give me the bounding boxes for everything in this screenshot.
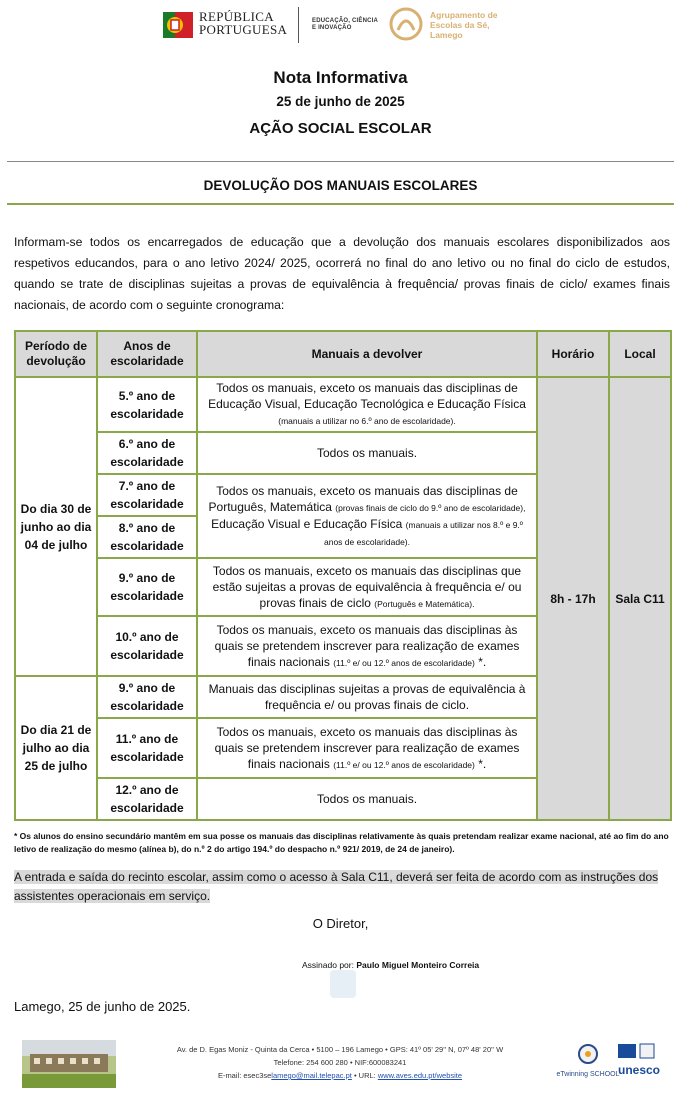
unesco-label: unesco bbox=[617, 1063, 661, 1077]
manuals-cell: Todos os manuais, exceto os manuais das disciplinas às quais se pretendem inscrever para realização de exames finais nacionais (11.º e/ ou 12.º anos de escolaridade) *. bbox=[197, 718, 537, 778]
access-notice: A entrada e saída do recinto escolar, assim como o acesso à Sala C11, deverá ser feita de acordo com as instruções dos assistentes operacionais em serviço. bbox=[14, 870, 659, 903]
signature-stamp-icon bbox=[330, 970, 356, 998]
grade-cell: 7.º ano de escolaridade bbox=[97, 474, 197, 516]
etwinning-label: eTwinning SCHOOL bbox=[556, 1071, 620, 1078]
grade-cell: 12.º ano de escolaridade bbox=[97, 778, 197, 820]
footnote: * Os alunos do ensino secundário mantêm em sua posse os manuais das disciplinas relativamente às quais pretendam realizar exame nacional, até ao fim do ano letivo de realização do mesmo (alínea b), do n.º 2 do artigo 194.º do despacho n.º 921/ 2019, de 24 de janeiro). bbox=[14, 831, 669, 854]
document-title: Nota Informativa bbox=[273, 68, 408, 87]
intro-paragraph: Informam-se todos os encarregados de educação que a devolução dos manuais escolares disponibilizados aos respetivos educandos, para o ano letivo 2024/ 2025, ocorrerá no final do ano letivo ou no final do ciclo de estudos, quando se trate de disciplinas sujeitas a provas de equivalência à frequência/ provas finais de ciclo/ exames finais nacionais, de acordo com o seguinte cronograma: bbox=[14, 235, 670, 312]
footer-address: Av. de D. Egas Moniz - Quinta da Cerca • 5100 – 196 Lamego • GPS: 41º 05' 29'' N, 07º 48' 20'' W Telefone: 254 600 280 • NIF:600083241 E-mail: esec3selamego@mail.telepac.pt • URL: www.aves.edu.pt/website bbox=[176, 1045, 504, 1080]
portugal-emblem-icon bbox=[163, 8, 193, 42]
table-row bbox=[15, 377, 671, 432]
header-periodo: Período de devolução bbox=[15, 331, 97, 377]
period-cell: Do dia 21 de julho ao dia 25 de julho bbox=[15, 676, 97, 820]
header-divider bbox=[298, 7, 299, 43]
section-title: AÇÃO SOCIAL ESCOLAR bbox=[249, 120, 432, 137]
manuals-cell: Todos os manuais. bbox=[197, 432, 537, 474]
manuals-cell: Manuais das disciplinas sujeitas a provas de equivalência à frequência e/ ou provas finais de ciclo. bbox=[197, 676, 537, 718]
manuals-cell: Todos os manuais, exceto os manuais das disciplinas às quais se pretendem inscrever para realização de exames finais nacionais (11.º e/ ou 12.º anos de escolaridade) *. bbox=[197, 616, 537, 676]
manuals-cell: Todos os manuais, exceto os manuais das disciplinas de Português, Matemática (provas finais de ciclo do 9.º ano de escolaridade), Educação Visual e Educação Física (manuais a utilizar nos 8.º e 9.º anos de escolaridade). bbox=[197, 474, 537, 558]
grade-cell: 11.º ano de escolaridade bbox=[97, 718, 197, 778]
header-horario: Horário bbox=[537, 331, 609, 377]
location-cell: Sala C11 bbox=[609, 377, 671, 820]
grade-cell: 6.º ano de escolaridade bbox=[97, 432, 197, 474]
republic-wordmark: REPÚBLICA PORTUGUESA bbox=[199, 9, 288, 37]
divider bbox=[7, 161, 674, 162]
grade-cell: 10.º ano de escolaridade bbox=[97, 616, 197, 676]
grade-cell: 5.º ano de escolaridade bbox=[97, 377, 197, 432]
place-date: Lamego, 25 de junho de 2025. bbox=[14, 999, 191, 1014]
school-logo-icon bbox=[388, 6, 424, 42]
grade-cell: 8.º ano de escolaridade bbox=[97, 516, 197, 558]
manuals-cell: Todos os manuais, exceto os manuais das disciplinas de Educação Visual, Educação Tecnológica e Educação Física (manuais a utilizar no 6.º ano de escolaridade). bbox=[197, 377, 537, 432]
school-name: Agrupamento de Escolas da Sé, Lamego bbox=[430, 10, 498, 40]
website-link[interactable]: www.aves.edu.pt/website bbox=[377, 1071, 463, 1080]
document-date: 25 de junho de 2025 bbox=[276, 94, 405, 109]
school-building-photo bbox=[22, 1040, 116, 1088]
schedule-hours: 8h - 17h bbox=[537, 377, 609, 820]
subtitle: DEVOLUÇÃO DOS MANUAIS ESCOLARES bbox=[203, 178, 478, 193]
manuals-cell: Todos os manuais. bbox=[197, 778, 537, 820]
header-anos: Anos de escolaridade bbox=[97, 331, 197, 377]
divider-green bbox=[7, 203, 674, 205]
schedule-table bbox=[14, 330, 672, 821]
table-header-row bbox=[15, 331, 671, 377]
grade-cell: 9.º ano de escolaridade bbox=[97, 558, 197, 616]
period-cell: Do dia 30 de junho ao dia 04 de julho bbox=[15, 377, 97, 676]
header-local: Local bbox=[609, 331, 671, 377]
signoff: O Diretor, bbox=[312, 916, 369, 931]
ministry-label: EDUCAÇÃO, CIÊNCIA E INOVAÇÃO bbox=[312, 18, 379, 31]
email-link[interactable]: lamego@mail.telepac.pt bbox=[271, 1071, 352, 1080]
etwinning-logo bbox=[556, 1040, 620, 1090]
manuals-cell: Todos os manuais, exceto os manuais das disciplinas que estão sujeitas a provas de equivalência à frequência e/ ou provas finais de ciclo (Português e Matemática). bbox=[197, 558, 537, 616]
digital-signature: Assinado por: Paulo Miguel Monteiro Correia bbox=[302, 960, 480, 970]
unesco-logo bbox=[610, 1040, 668, 1090]
header-manuais: Manuais a devolver bbox=[197, 331, 537, 377]
grade-cell: 9.º ano de escolaridade bbox=[97, 676, 197, 718]
